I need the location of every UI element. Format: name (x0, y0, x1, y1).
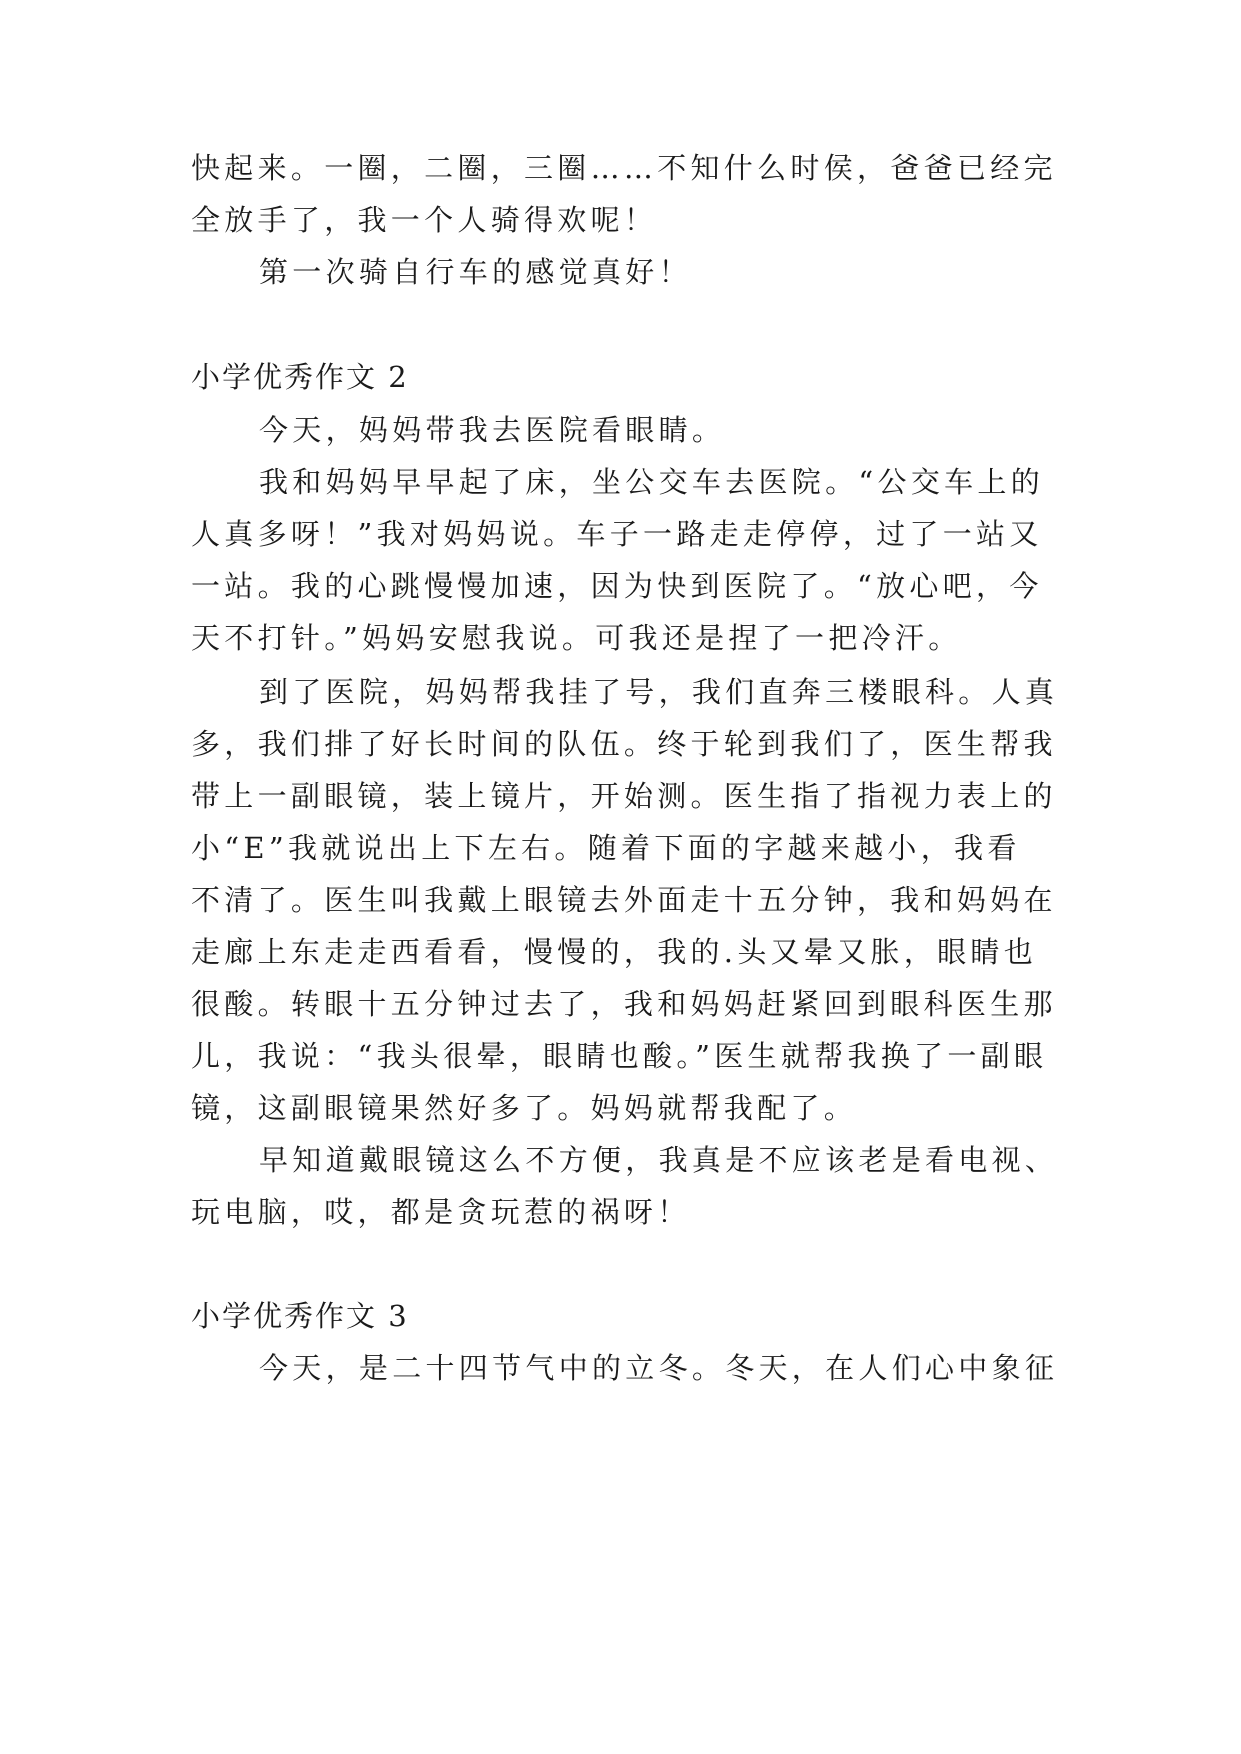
paragraph-line: 玩电脑，哎，都是贪玩惹的祸呀！ (191, 1195, 691, 1229)
paragraph-line: 儿，我说：“我头很晕，眼睛也酸。”医生就帮我换了一副眼 (191, 1039, 1048, 1073)
paragraph-line: 第一次骑自行车的感觉真好！ (259, 255, 692, 289)
paragraph-line: 早知道戴眼镜这么不方便，我真是不应该老是看电视、 (259, 1143, 1059, 1177)
paragraph-line: 很酸。转眼十五分钟过去了，我和妈妈赶紧回到眼科医生那 (191, 987, 1057, 1021)
paragraph-line: 到了医院，妈妈帮我挂了号，我们直奔三楼眼科。人真 (259, 675, 1059, 709)
paragraph-line: 全放手了，我一个人骑得欢呢！ (191, 203, 658, 237)
essay-title: 小学优秀作文 2 (191, 360, 409, 394)
paragraph-line: 带上一副眼镜，装上镜片，开始测。医生指了指视力表上的 (191, 779, 1057, 813)
paragraph-line: 天不打针。”妈妈安慰我说。可我还是捏了一把冷汗。 (191, 621, 962, 655)
paragraph-line: 不清了。医生叫我戴上眼镜去外面走十五分钟，我和妈妈在 (191, 883, 1057, 917)
paragraph-line: 今天，是二十四节气中的立冬。冬天，在人们心中象征 (259, 1351, 1059, 1385)
essay-title: 小学优秀作文 3 (191, 1299, 409, 1333)
paragraph-line: 走廊上东走走西看看，慢慢的，我的.头又晕又胀，眼睛也 (191, 935, 1038, 969)
paragraph-line: 人真多呀！”我对妈妈说。车子一路走走停停，过了一站又 (191, 517, 1043, 551)
paragraph-line: 今天，妈妈带我去医院看眼睛。 (259, 413, 726, 447)
paragraph-line: 小“E”我就说出上下左右。随着下面的字越来越小，我看 (191, 831, 1021, 865)
paragraph-line: 多，我们排了好长时间的队伍。终于轮到我们了，医生帮我 (191, 727, 1057, 761)
paragraph-line: 一站。我的心跳慢慢加速，因为快到医院了。“放心吧，今 (191, 569, 1043, 603)
paragraph-line: 我和妈妈早早起了床，坐公交车去医院。“公交车上的 (259, 465, 1045, 499)
paragraph-line: 快起来。一圈，二圈，三圈……不知什么时侯，爸爸已经完 (191, 151, 1057, 185)
paragraph-line: 镜，这副眼镜果然好多了。妈妈就帮我配了。 (191, 1091, 858, 1125)
